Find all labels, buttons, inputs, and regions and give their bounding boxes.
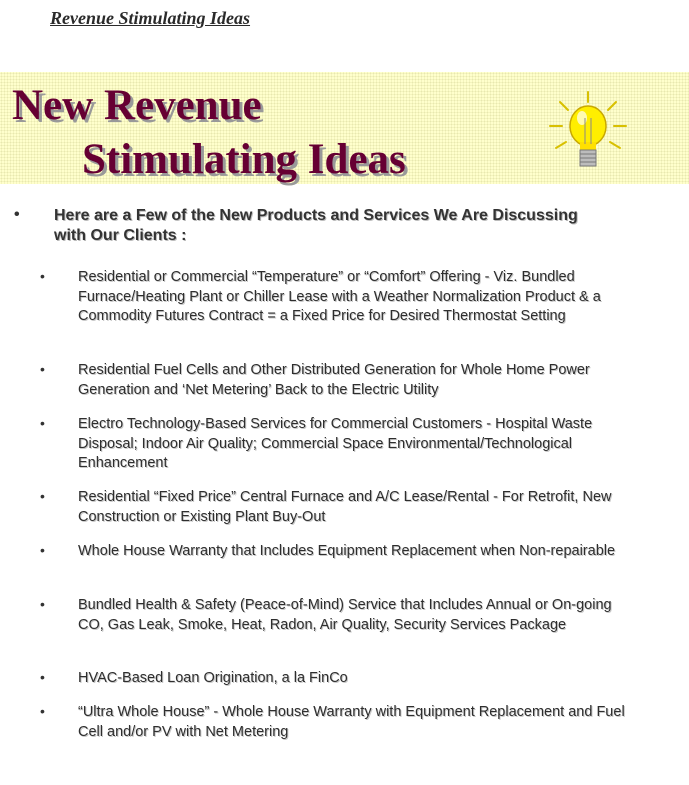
list-item-text: Electro Technology-Based Services for Commercial Customers - Hospital Waste Disposal; Indoor Air Quality; Commercial Space Environmental/Technological Enhancement bbox=[78, 416, 593, 471]
page-heading: Revenue Stimulating Ideas bbox=[50, 8, 251, 28]
list-item-text: Bundled Health & Safety (Peace-of-Mind) Service that Includes Annual or On-going CO, Gas Leak, Smoke, Heat, Radon, Air Quality, Security Services Package bbox=[78, 597, 612, 633]
list-item-text: Residential or Commercial “Temperature” or “Comfort” Offering - Viz. Bundled Furnace/Heating Plant or Chiller Lease with a Weather Normalization Product & a Commodity Futures Contract = a Fixed Price for Desired Thermostat Setting bbox=[78, 269, 601, 324]
list-item-text: Residential “Fixed Price” Central Furnace and A/C Lease/Rental - For Retrofit, New Construction or Existing Plant Buy-Out bbox=[78, 489, 612, 525]
lightbulb-icon bbox=[544, 88, 634, 178]
bullet-icon: • bbox=[40, 669, 45, 685]
title-banner bbox=[0, 72, 689, 184]
bullet-icon: • bbox=[40, 268, 45, 284]
bullet-icon: • bbox=[40, 703, 45, 719]
bullet-icon: • bbox=[40, 488, 45, 504]
lead-text: Here are a Few of the New Products and Services We Are Discussing with Our Clients : bbox=[54, 207, 578, 244]
bullet-icon: • bbox=[14, 206, 20, 223]
banner-title-line-1: New Revenue bbox=[12, 82, 262, 129]
list-item-text: HVAC-Based Loan Origination, a la FinCo bbox=[78, 670, 348, 686]
list-item-text: Residential Fuel Cells and Other Distributed Generation for Whole Home Power Generation and ‘Net Metering’ Back to the Electric Utility bbox=[78, 362, 590, 398]
bullet-icon: • bbox=[40, 415, 45, 431]
list-item-text: “Ultra Whole House” - Whole House Warranty with Equipment Replacement and Fuel Cell and/or PV with Net Metering bbox=[78, 704, 625, 740]
list-item-text: Whole House Warranty that Includes Equipment Replacement when Non-repairable bbox=[78, 543, 616, 559]
banner-title-line-2: Stimulating Ideas bbox=[82, 136, 406, 183]
bullet-icon: • bbox=[40, 361, 45, 377]
bullet-icon: • bbox=[40, 596, 45, 612]
bullet-icon: • bbox=[40, 542, 45, 558]
